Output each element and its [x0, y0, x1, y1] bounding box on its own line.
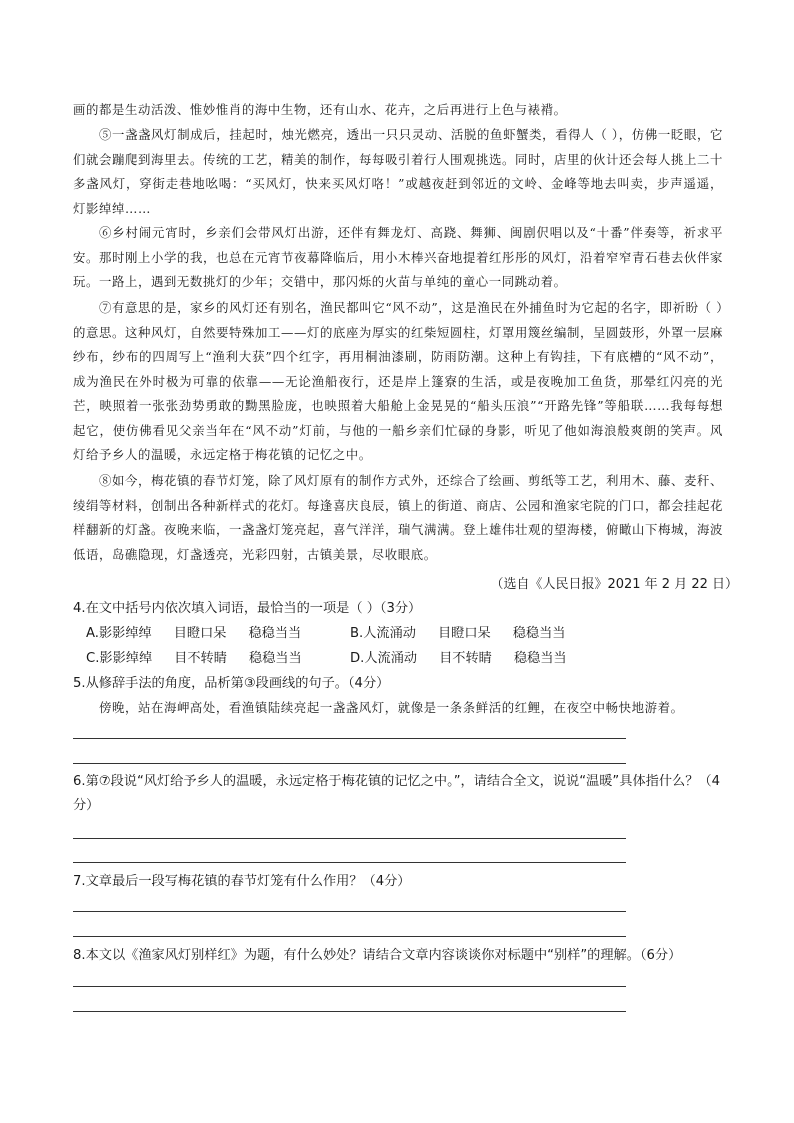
option-a[interactable]: A.影影绰绰 目瞪口呆 稳稳当当 [86, 626, 302, 641]
answer-line-7-1[interactable] [73, 911, 626, 912]
answer-line-5-2[interactable] [73, 763, 626, 764]
option-b[interactable]: B.人流涌动 目瞪口呆 稳稳当当 [350, 626, 566, 641]
question-7-stem: 7.文章最后一段写梅花镇的春节灯笼有什么作用？（4分） [73, 874, 411, 889]
passage-paragraph-8: ⑧如今，梅花镇的春节灯笼，除了风灯原有的制作方式外，还综合了绘画、剪纸等工艺，利用木、藤、麦秆、绫绢等材料，创制出各种新样式的花灯。每逢喜庆良辰，镇上的街道、商店、公园和渔家宅院的门口，都会挂起花样翻新的灯盏。夜晚来临，一盏盏灯笼亮起，喜气洋洋，瑞气满满。登上雄伟壮观的望海楼，俯瞰山下梅城，海波低语，岛礁隐现，灯盏透亮，光彩四射，古镇美景，尽收眼底。 [73, 473, 723, 562]
question-4-options [86, 622, 614, 672]
passage-paragraph-5: ⑤一盏盏风灯制成后，挂起时，烛光燃亮，透出一只只灵动、活脱的鱼虾蟹类，看得人（ ），仿佛一眨眼，它们就会蹦爬到海里去。传统的工艺，精美的制作，每每吸引着行人围观挑选。同时，店里的伙计还会每人挑上二十多盏风灯，穿街走巷地吆喝：“买风灯，快来买风灯咯！”或越夜赶到邻近的文岭、金峰等地去叫卖，步声遥遥，灯影绰绰…… [73, 127, 723, 216]
option-c[interactable]: C.影影绰绰 目不转睛 稳稳当当 [86, 651, 302, 666]
passage-paragraph-7: ⑦有意思的是，家乡的风灯还有别名，渔民都叫它“风不动”，这是渔民在外捕鱼时为它起的名字，即祈盼（ ）的意思。这种风灯，自然要特殊加工——灯的底座为厚实的红柴短圆柱，灯罩用篾丝编制，呈圆鼓形，外罩一层麻纱布，纱布的四周写上“渔利大获”四个红字，再用桐油漆刷，防雨防潮。这种上有钩挂，下有底槽的“风不动”，成为渔民在外时极为可靠的依靠——无论渔船夜行，还是岸上篷寮的生活，或是夜晚加工鱼货，那晕红闪亮的光芒，映照着一张张劲势勇敢的黝黑脸庞，也映照着大船舱上金晃晃的“船头压浪”“开路先锋”等船联……我每每想起它，使仿佛看见父亲当年在“风不动”灯前，与他的一船乡亲们忙碌的身影，听见了他如海浪般爽朗的笑声。风灯给予乡人的温暖，永远定格于梅花镇的记忆之中。 [73, 300, 723, 462]
passage-paragraph-6: ⑥乡村闹元宵时，乡亲们会带风灯出游，还伴有舞龙灯、高跷、舞狮、闽剧伬唱以及“十番”伴奏等，祈求平安。那时刚上小学的我，也总在元宵节夜幕降临后，用小木棒兴奋地提着红彤彤的风灯，沿着窄窄青石巷去伙伴家玩。一路上，遇到无数挑灯的少年；交错中，那闪烁的火苗与单纯的童心一同跳动着。 [73, 225, 723, 289]
question-8-stem: 8.本文以《渔家风灯别样红》为题，有什么妙处？请结合文章内容谈谈你对标题中“别样”的理解。（6分） [73, 948, 682, 963]
answer-line-6-1[interactable] [73, 838, 626, 839]
question-5-stem: 5.从修辞手法的角度，品析第③段画线的句子。（4分） [73, 676, 390, 691]
question-4-stem: 4.在文中括号内依次填入词语，最恰当的一项是（ ）（3分） [73, 601, 422, 616]
source-citation: （选自《人民日报》2021 年 2 月 22 日） [490, 577, 738, 592]
answer-line-8-1[interactable] [73, 986, 626, 987]
question-6-stem: 6.第⑦段说“风灯给予乡人的温暖，永远定格于梅花镇的记忆之中。”，请结合全文，说说“温暖”具体指什么？（4分） [73, 774, 720, 813]
answer-line-5-1[interactable] [73, 738, 626, 739]
question-5-quote: 傍晚，站在海岬高处，看渔镇陆续亮起一盏盏风灯，就像是一条条鲜活的红鲤，在夜空中畅快地游着。 [99, 700, 684, 715]
answer-line-7-2[interactable] [73, 936, 626, 937]
answer-line-6-2[interactable] [73, 862, 626, 863]
option-d[interactable]: D.人流涌动 目不转睛 稳稳当当 [350, 651, 567, 666]
answer-line-8-2[interactable] [73, 1011, 626, 1012]
passage-line-top: 画的都是生动活泼、惟妙惟肖的海中生物，还有山水、花卉，之后再进行上色与裱褙。 [73, 102, 567, 117]
